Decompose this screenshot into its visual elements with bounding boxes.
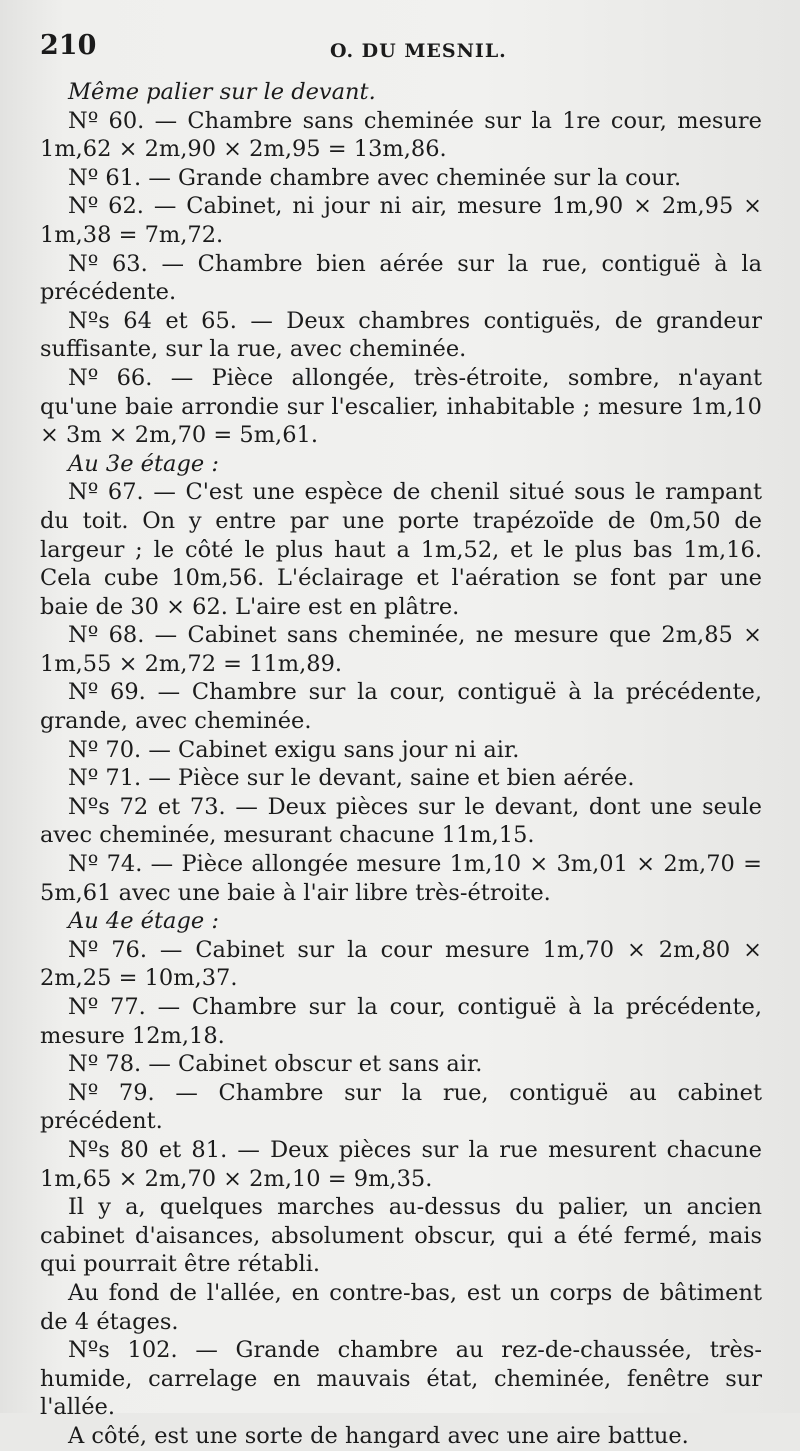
paragraph: Il y a, quelques marches au-dessus du palier, un ancien cabinet d'aisances, absolument obscur, qui a été fermé, mais qui pourrait être rétabli.	[40, 1194, 762, 1278]
body-text	[40, 78, 762, 1451]
page-number: 210	[40, 30, 97, 61]
paragraph: Nº 77. — Chambre sur la cour, contiguë à la précédente, mesure 12m,18.	[40, 994, 762, 1049]
paragraph: Nºs 72 et 73. — Deux pièces sur le devant, dont une seule avec cheminée, mesurant chacune 11m,15.	[40, 793, 762, 849]
paragraph: Nºs 80 et 81. — Deux pièces sur la rue mesurent chacune 1m,65 × 2m,70 × 2m,10 = 9m,35.	[40, 1136, 762, 1192]
paragraph: Nº 61. — Grande chambre avec cheminée sur la cour.	[68, 164, 682, 191]
paragraph: Nº 60. — Chambre sans cheminée sur la 1re cour, mesure 1m,62 × 2m,90 × 2m,95 = 13m,86.	[40, 107, 762, 163]
section-heading: Même palier sur le devant.	[68, 79, 376, 105]
paragraph: Nº 76. — Cabinet sur la cour mesure 1m,70 × 2m,80 × 2m,25 = 10m,37.	[40, 936, 762, 992]
running-head: O. DU MESNIL.	[330, 40, 507, 62]
paragraph: Nº 67. — C'est une espèce de chenil situé sous le rampant du toit. On y entre par une porte trapézoïde de 0m,50 de largeur ; le côté le plus haut a 1m,52, et le plus bas 1m,16. Cela cube 10m,56. L'éclairage et l'aération se font par une baie de 30 × 62. L'aire est en plâtre.	[40, 479, 762, 620]
paragraph: Nº 74. — Pièce allongée mesure 1m,10 × 3m,01 × 2m,70 = 5m,61 avec une baie à l'air libre très-étroite.	[40, 851, 762, 906]
page-header	[40, 30, 760, 70]
paragraph: Nº 70. — Cabinet exigu sans jour ni air.	[68, 736, 520, 763]
section-heading: Au 4e étage :	[68, 908, 219, 935]
paragraph: Nº 66. — Pièce allongée, très-étroite, sombre, n'ayant qu'une baie arrondie sur l'escalier, inhabitable ; mesure 1m,10 × 3m × 2m,70 = 5m,61.	[40, 364, 762, 449]
paragraph: Nº 62. — Cabinet, ni jour ni air, mesure 1m,90 × 2m,95 × 1m,38 = 7m,72.	[40, 193, 762, 248]
paragraph: Nº 68. — Cabinet sans cheminée, ne mesure que 2m,85 × 1m,55 × 2m,72 = 11m,89.	[40, 622, 762, 677]
paragraph: Nº 69. — Chambre sur la cour, contiguë à la précédente, grande, avec cheminée.	[40, 679, 762, 735]
section-heading: Au 3e étage :	[68, 450, 219, 477]
paragraph: Nºs 64 et 65. — Deux chambres contiguës, de grandeur suffisante, sur la rue, avec cheminée.	[40, 307, 762, 363]
paragraph: A côté, est une sorte de hangard avec une aire battue.	[68, 1422, 689, 1449]
paragraph: Nº 71. — Pièce sur le devant, saine et bien aérée.	[68, 765, 635, 792]
paragraph: Nº 78. — Cabinet obscur et sans air.	[68, 1051, 483, 1078]
paragraph: Nº 63. — Chambre bien aérée sur la rue, contiguë à la précédente.	[40, 250, 762, 306]
paragraph: Nºs 102. — Grande chambre au rez-de-chaussée, très-humide, carrelage en mauvais état, cheminée, fenêtre sur l'allée.	[40, 1337, 762, 1421]
paragraph: Nº 79. — Chambre sur la rue, contiguë au cabinet précédent.	[40, 1079, 762, 1135]
paragraph: Au fond de l'allée, en contre-bas, est un corps de bâtiment de 4 étages.	[40, 1279, 762, 1335]
